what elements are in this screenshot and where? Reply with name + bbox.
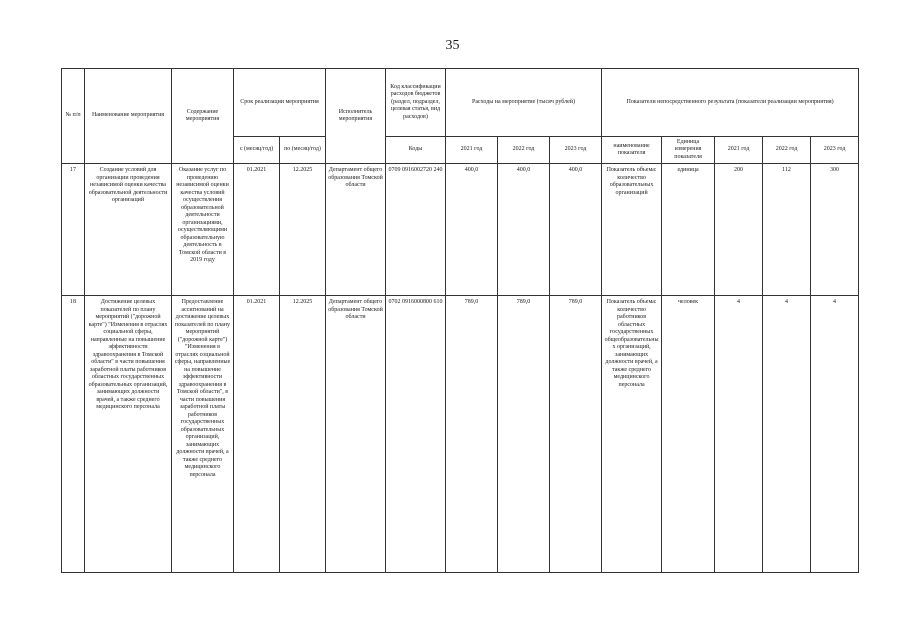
header-indicator-unit: Единица измерения показателя	[662, 137, 715, 164]
row-indicator-unit: человек	[662, 296, 715, 573]
header-indicator-2023: 2023 год	[811, 137, 859, 164]
header-period: Срок реализации мероприятия	[234, 69, 326, 137]
header-expense-2022: 2022 год	[498, 137, 550, 164]
header-indicator-2022: 2022 год	[763, 137, 811, 164]
row-expense-2021: 789,0	[446, 296, 498, 573]
header-name: Наименование мероприятия	[85, 69, 172, 164]
header-indicator-2021: 2021 год	[715, 137, 763, 164]
header-expense-2021: 2021 год	[446, 137, 498, 164]
row-num: 17	[62, 164, 85, 296]
header-period-to: по (месяц/год)	[280, 137, 326, 164]
page-number: 35	[445, 38, 460, 53]
row-expense-2021: 400,0	[446, 164, 498, 296]
header-expenses: Расходы на мероприятие (тысяч рублей)	[446, 69, 602, 137]
row-to: 12.2025	[280, 164, 326, 296]
row-indicator-2022: 112	[763, 164, 811, 296]
table-row	[62, 164, 859, 296]
header-num: № п/п	[62, 69, 85, 164]
row-code: 0709 0916002720 240	[386, 164, 446, 296]
header-budget-code: Код классификации расходов бюджетов (раздел, подраздел, целевая статья, вид расходов)	[386, 69, 446, 137]
row-expense-2022: 789,0	[498, 296, 550, 573]
row-indicator-2023: 300	[811, 164, 859, 296]
row-name: Достижение целевых показателей по плану мероприятий ("дорожной карте") "Изменения в отраслях социальной сферы, направленные на повышение эффективности здравоохранения в Томской области" в части повышения заработной платы работников областных государственных образовательных организаций, занимающих должности врачей, а также среднего медицинского персонала	[85, 296, 172, 573]
row-expense-2023: 400,0	[550, 164, 602, 296]
row-num: 18	[62, 296, 85, 573]
header-indicators: Показатели непосредственного результата (показатели реализации мероприятия)	[602, 69, 859, 137]
row-content: Оказание услуг по проведению независимой оценки качества условий осуществления образовательной деятельности организациями, осуществляющими образовательную деятельность в Томской области в 2019 году	[172, 164, 234, 296]
row-from: 01.2021	[234, 296, 280, 573]
header-content: Содержание мероприятия	[172, 69, 234, 164]
row-expense-2022: 400,0	[498, 164, 550, 296]
header-codes: Коды	[386, 137, 446, 164]
row-indicator-2021: 4	[715, 296, 763, 573]
row-expense-2023: 789,0	[550, 296, 602, 573]
row-indicator-2022: 4	[763, 296, 811, 573]
row-indicator-2023: 4	[811, 296, 859, 573]
row-executor: Департамент общего образования Томской области	[326, 296, 386, 573]
row-indicator-name: Показатель объема: количество работников областных государственных общеобразовательных организаций, занимающих должности врачей, а также среднего медицинского персонала	[602, 296, 662, 573]
row-name: Создание условий для организации проведения независимой оценки качества образовательной деятельности организаций	[85, 164, 172, 296]
header-period-from: с (месяц/год)	[234, 137, 280, 164]
row-content: Предоставление ассигнований на достижение целевых показателей по плану мероприятий ("дорожной карте") "Изменения в отраслях социальной сферы, направленные на повышение эффективности здравоохранения в Томской области", в части повышения заработной платы работников государственных образовательных организаций, занимающих должности врачей, а также среднего медицинского персонала	[172, 296, 234, 573]
row-code: 0702 0916000800 610	[386, 296, 446, 573]
header-expense-2023: 2023 год	[550, 137, 602, 164]
header-executor: Исполнитель мероприятия	[326, 69, 386, 164]
row-to: 12.2025	[280, 296, 326, 573]
row-indicator-2021: 200	[715, 164, 763, 296]
row-executor: Департамент общего образования Томской области	[326, 164, 386, 296]
activities-table	[61, 68, 859, 573]
header-indicator-name: наименование показателя	[602, 137, 662, 164]
row-from: 01.2021	[234, 164, 280, 296]
row-indicator-unit: единица	[662, 164, 715, 296]
row-indicator-name: Показатель объема: количество образовательных организаций	[602, 164, 662, 296]
table-row	[62, 296, 859, 573]
